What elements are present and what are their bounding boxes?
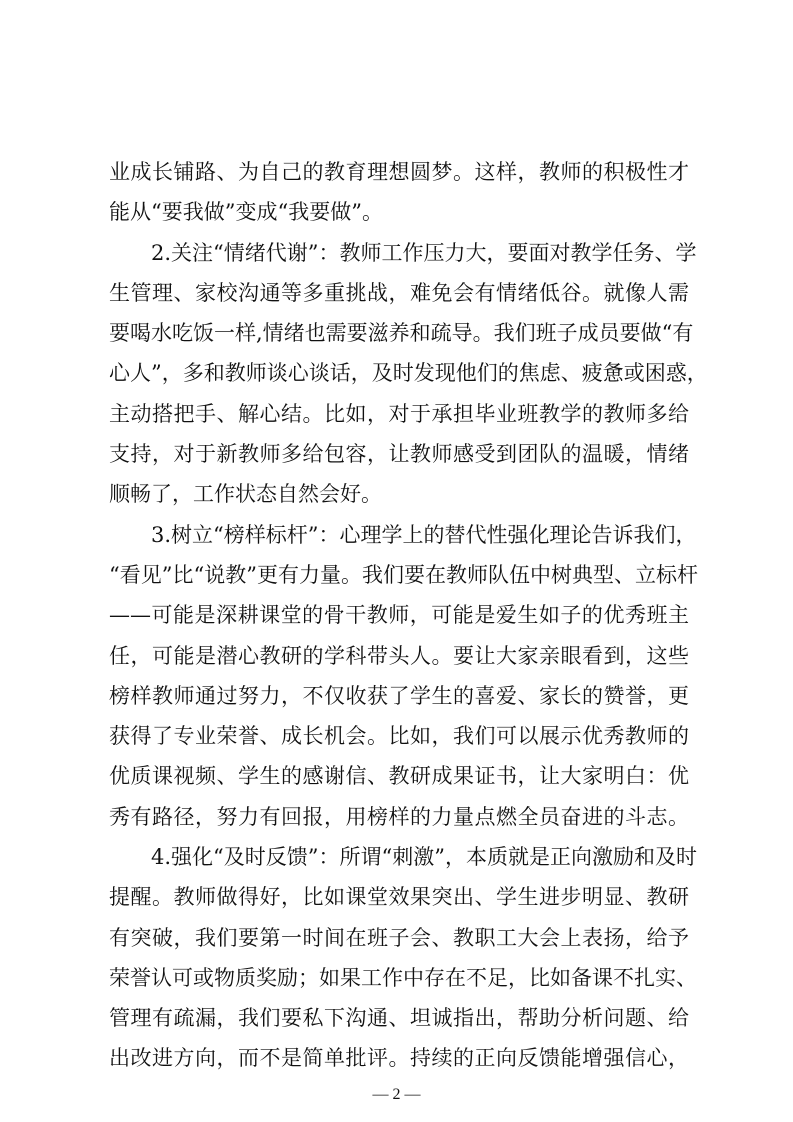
text-line: 榜样教师通过努力，不仅收获了学生的喜爱、家长的赞誉，更 [109,684,689,708]
paragraph-4-first-line: 4.强化“及时反馈”：所谓“刺激”，本质就是正向激励和及时 [151,845,697,869]
text-line: 要喝水吃饭一样,情绪也需要滋养和疏导。我们班子成员要做“有 [109,321,694,345]
text-line: 任，可能是潜心教研的学科带头人。要让大家亲眼看到，这些 [109,644,689,668]
text-line: 支持，对于新教师多给包容，让教师感受到团队的温暖，情绪 [109,442,689,466]
text-line: ——可能是深耕课堂的骨干教师，可能是爱生如子的优秀班主 [109,603,689,627]
text-line: 顺畅了，工作状态自然会好。 [109,482,382,506]
paragraph-2-first-line: 2.关注“情绪代谢”：教师工作压力大，要面对教学任务、学 [151,241,697,265]
text-line: 荣誉认可或物质奖励；如果工作中存在不足，比如备课不扎实、 [109,966,697,990]
text-line: 生管理、家校沟通等多重挑战，难免会有情绪低谷。就像人需 [109,281,689,305]
text-line: 秀有路径，努力有回报，用榜样的力量点燃全员奋进的斗志。 [109,805,689,829]
text-line: 优质课视频、学生的感谢信、教研成果证书，让大家明白：优 [109,764,689,788]
text-line: 能从“要我做”变成“我要做”。 [109,200,383,224]
text-line: 心人”，多和教师谈心谈话，及时发现他们的焦虑、疲惫或困惑， [109,361,708,385]
text-line: 管理有疏漏，我们要私下沟通、坦诚指出，帮助分析问题、给 [109,1006,689,1030]
paragraph-3-first-line: 3.树立“榜样标杆”：心理学上的替代性强化理论告诉我们， [151,523,697,547]
text-line: 获得了专业荣誉、成长机会。比如，我们可以展示优秀教师的 [109,724,689,748]
page-number: — 2 — [372,1086,421,1103]
text-line: “看见”比“说教”更有力量。我们要在教师队伍中树典型、立标杆 [109,563,698,587]
text-line: 业成长铺路、为自己的教育理想圆梦。这样，教师的积极性才 [109,160,689,184]
text-line: 提醒。教师做得好，比如课堂效果突出、学生进步明显、教研 [109,885,689,909]
text-line: 主动搭把手、解心结。比如，对于承担毕业班教学的教师多给 [109,402,689,426]
text-line: 有突破，我们要第一时间在班子会、教职工大会上表扬，给予 [109,926,689,950]
text-line: 出改进方向，而不是简单批评。持续的正向反馈能增强信心， [109,1046,689,1070]
